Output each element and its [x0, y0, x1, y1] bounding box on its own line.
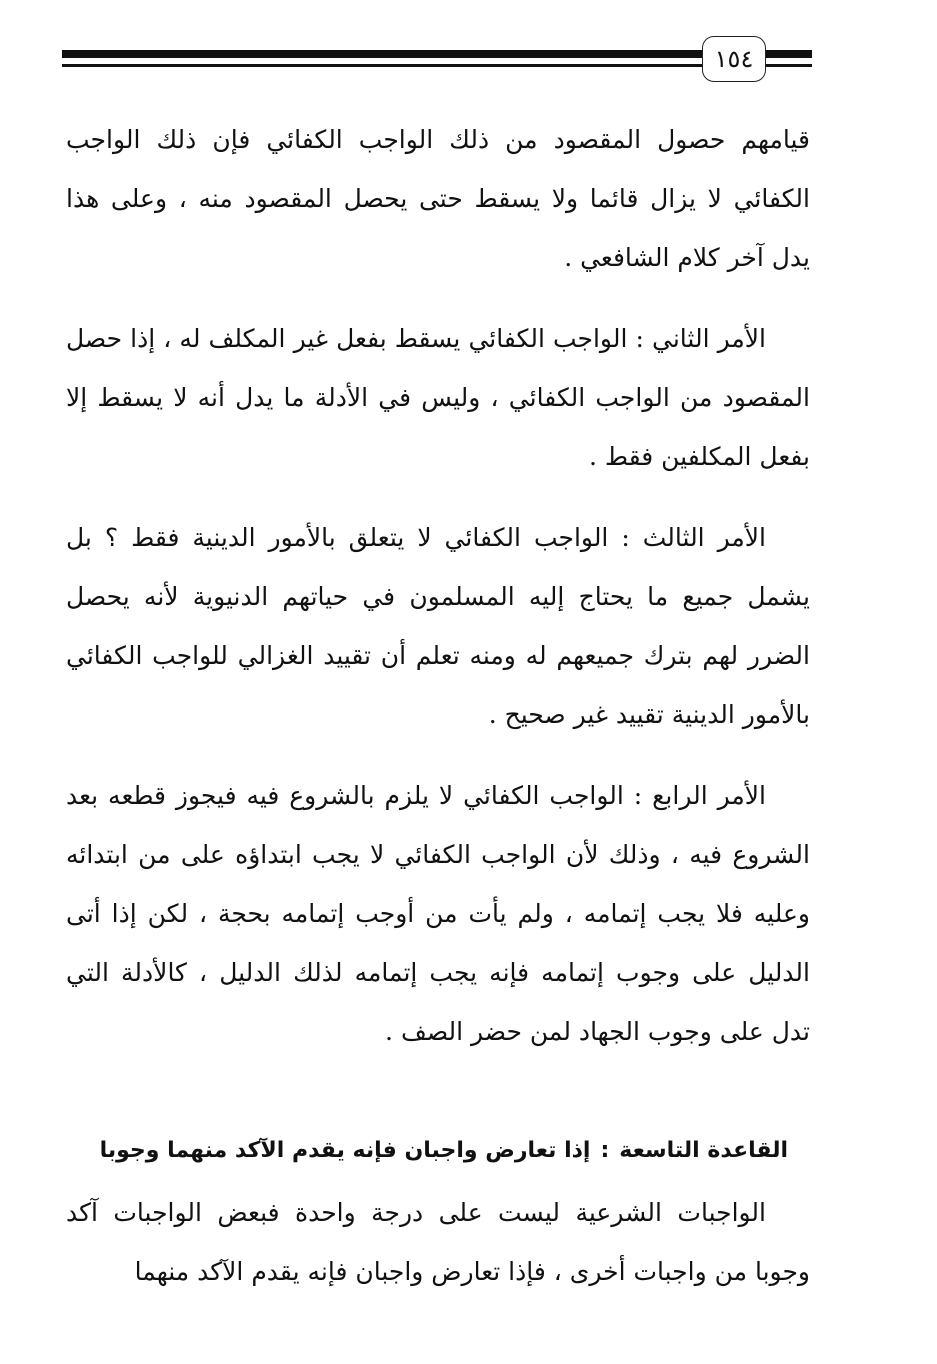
section-heading	[66, 1129, 788, 1173]
header-rule-thick	[62, 50, 702, 58]
section-separator: :	[600, 1138, 610, 1163]
section-title: إذا تعارض واجبان فإنه يقدم الآكد منهما وجوبا	[99, 1138, 591, 1163]
page-number: ١٥٤	[702, 36, 766, 82]
paragraph-4: الأمر الرابع : الواجب الكفائي لا يلزم بالشروع فيه فيجوز قطعه بعد الشروع فيه ، وذلك لأن الواجب الكفائي لا يجب ابتداؤه على من ابتدائه وعليه فلا يجب إتمامه ، ولم يأت من أوجب إتمامه بحجة ، لكن إذا أتى الدليل على وجوب إتمامه فإنه يجب إتمامه لذلك الدليل ، كالأدلة التي تدل على وجوب الجهاد لمن حضر الصف .	[66, 781, 810, 1046]
header-rule-right-thick	[764, 50, 812, 58]
paragraph-1: قيامهم حصول المقصود من ذلك الواجب الكفائي فإن ذلك الواجب الكفائي لا يزال قائما ولا يسقط حتى يحصل المقصود منه ، وعلى هذا يدل آخر كلام الشافعي .	[66, 125, 810, 272]
header-rule-right-thin	[764, 64, 812, 67]
page-body	[66, 110, 810, 1323]
paragraph-2: الأمر الثاني : الواجب الكفائي يسقط بفعل غير المكلف له ، إذا حصل المقصود من الواجب الكفائي ، وليس في الأدلة ما يدل أنه لا يسقط إلا بفعل المكلفين فقط .	[66, 324, 810, 471]
page-header	[62, 36, 812, 86]
section-body: الواجبات الشرعية ليست على درجة واحدة فبعض الواجبات آكد وجوبا من واجبات أخرى ، فإذا تعارض واجبان فإنه يقدم الآكد منهما	[66, 1198, 810, 1286]
paragraph-3: الأمر الثالث : الواجب الكفائي لا يتعلق بالأمور الدينية فقط ؟ بل يشمل جميع ما يحتاج إليه المسلمون في حياتهم الدنيوية لأنه يحصل الضرر لهم بترك جميعهم له ومنه تعلم أن تقييد الغزالي للواجب الكفائي بالأمور الدينية تقييد غير صحيح .	[66, 523, 810, 729]
section-label: القاعدة التاسعة	[619, 1138, 788, 1163]
header-rule-thin	[62, 64, 702, 67]
